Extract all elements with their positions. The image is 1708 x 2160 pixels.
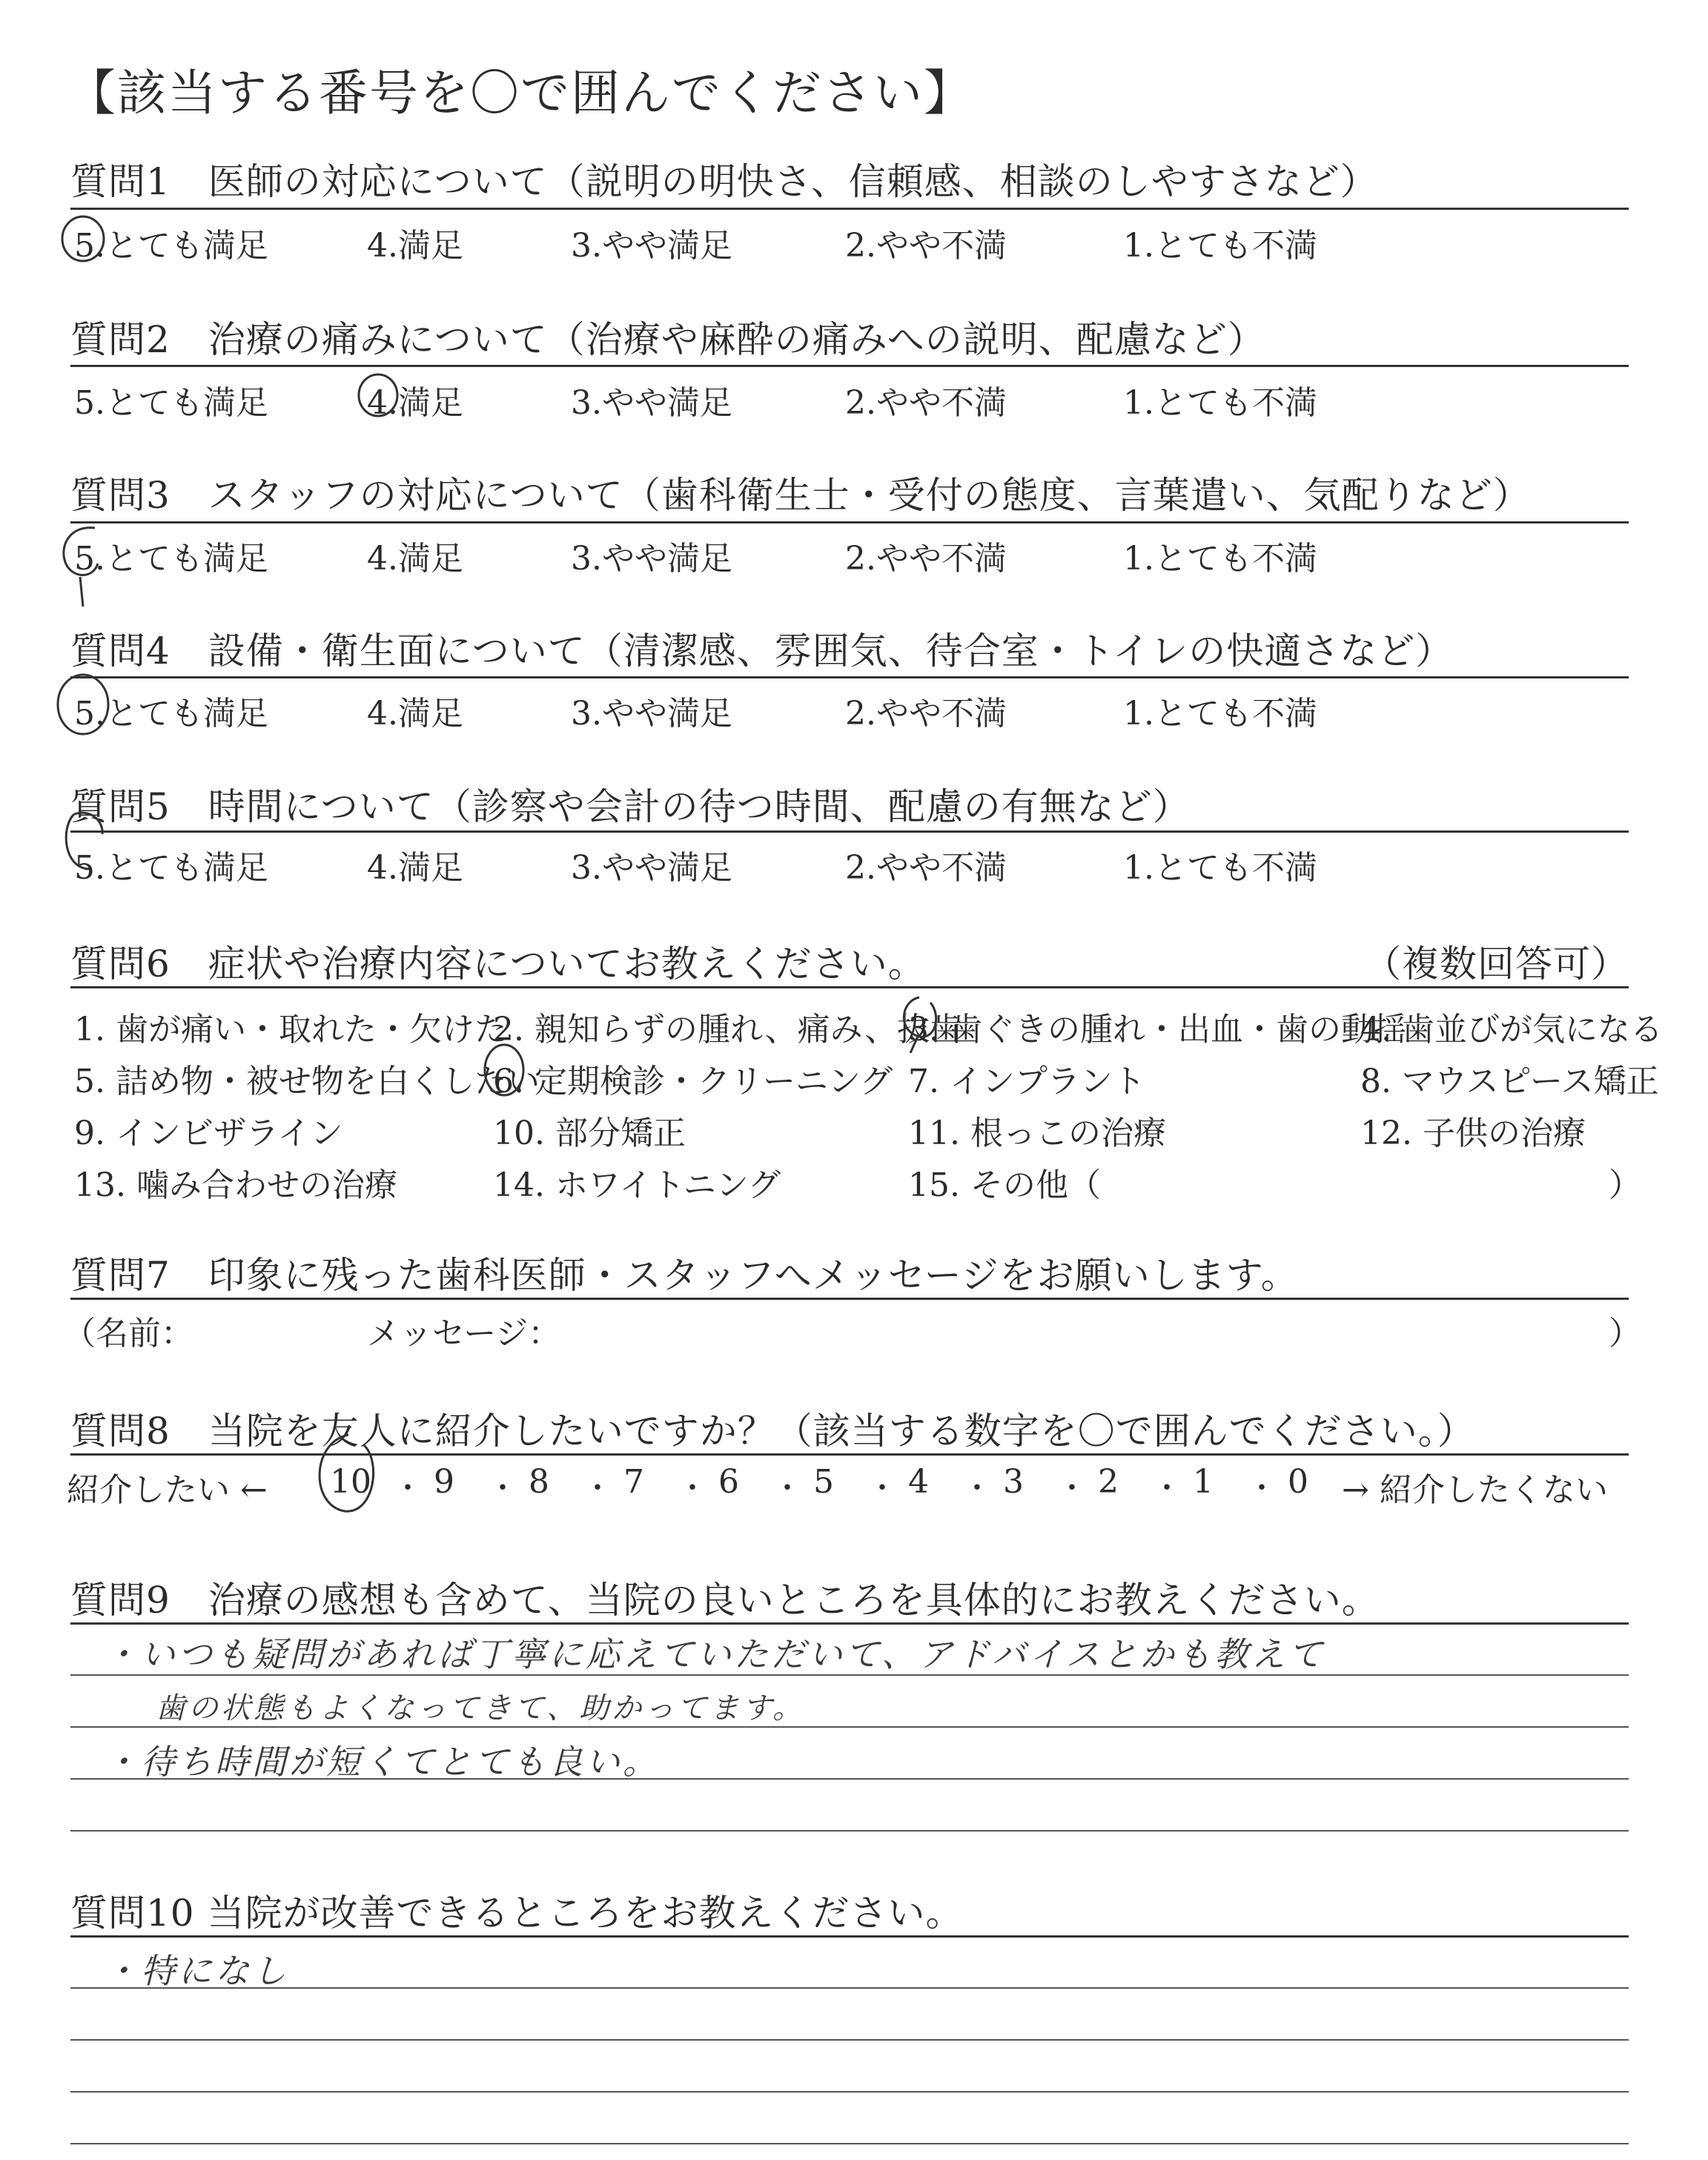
question-7-title: 質問7 印象に残った歯科医師・スタッフへメッセージをお願いします。: [70, 1254, 1299, 1297]
q2-option-5[interactable]: 5.とても満足: [74, 384, 268, 422]
q3-selected-circle: [64, 528, 98, 607]
q2-option-1[interactable]: 1.とても不満: [1123, 384, 1317, 422]
q5-option-4[interactable]: 4.満足: [367, 849, 463, 887]
q6-option-3-circle: [904, 997, 936, 1053]
q6-option-13[interactable]: 13. 噛み合わせの治療: [74, 1166, 397, 1204]
q9-handwritten-line-3: ・待ち時間が短くてとても良い。: [104, 1742, 660, 1782]
q8-score-1[interactable]: 1: [1193, 1463, 1214, 1501]
q1-selected-circle: [62, 217, 104, 261]
q3-option-2[interactable]: 2.やや不満: [845, 540, 1007, 578]
q6-option-5[interactable]: 5. 詰め物・被せ物を白くしたい: [74, 1063, 540, 1100]
q2-option-4[interactable]: 4.満足: [367, 384, 463, 422]
q1-option-3[interactable]: 3.やや満足: [571, 227, 732, 265]
q6-option-10[interactable]: 10. 部分矯正: [493, 1114, 686, 1152]
q8-separator: ・: [583, 1471, 612, 1505]
q8-separator: ・: [1057, 1471, 1087, 1505]
q8-score-9[interactable]: 9: [434, 1463, 454, 1501]
q6-option-6-circle: [485, 1045, 523, 1095]
q8-separator: ・: [488, 1471, 517, 1505]
q4-option-4[interactable]: 4.満足: [367, 695, 463, 733]
q8-selected-circle: [320, 1435, 374, 1511]
q8-separator: ・: [867, 1471, 897, 1505]
q1-option-2[interactable]: 2.やや不満: [845, 227, 1007, 265]
q4-option-1[interactable]: 1.とても不満: [1123, 695, 1317, 733]
question-4-title: 質問4 設備・衛生面について（清潔感、雰囲気、待合室・トイレの快適さなど）: [70, 630, 1454, 673]
q3-option-3[interactable]: 3.やや満足: [571, 540, 732, 578]
q7-message-field[interactable]: メッセージ：: [367, 1315, 561, 1353]
q8-score-7[interactable]: 7: [623, 1463, 644, 1501]
q3-option-4[interactable]: 4.満足: [367, 540, 463, 578]
question-1-title: 質問1 医師の対応について（説明の明快さ、信頼感、相談のしやすさなど）: [70, 160, 1378, 203]
q2-option-3[interactable]: 3.やや満足: [571, 384, 732, 422]
q4-option-5[interactable]: 5.とても満足: [74, 695, 268, 733]
q1-option-4[interactable]: 4.満足: [367, 227, 463, 265]
q8-score-4[interactable]: 4: [908, 1463, 929, 1501]
q6-option-11[interactable]: 11. 根っこの治療: [908, 1114, 1166, 1152]
question-3-title: 質問3 スタッフの対応について（歯科衛生士・受付の態度、言葉遣い、気配りなど）: [70, 474, 1531, 517]
question-6-note: （複数回答可）: [1364, 942, 1629, 985]
q10-handwritten-line-1: ・特になし: [104, 1951, 289, 1991]
q4-option-3[interactable]: 3.やや満足: [571, 695, 732, 733]
question-8-title: 質問8 当院を友人に紹介したいですか？（該当する数字を〇で囲んでください。）: [70, 1410, 1475, 1453]
q6-option-3[interactable]: 3. 歯ぐきの腫れ・出血・歯の動揺: [908, 1011, 1406, 1048]
q8-score-8[interactable]: 8: [529, 1463, 549, 1501]
q6-option-1[interactable]: 1. 歯が痛い・取れた・欠けた: [74, 1011, 507, 1048]
q7-name-field[interactable]: （名前：: [63, 1315, 193, 1353]
q8-separator: ・: [772, 1471, 802, 1505]
q8-left-label: 紹介したい ←: [67, 1471, 268, 1509]
q6-option-9[interactable]: 9. インビザライン: [74, 1114, 343, 1152]
q6-option-14[interactable]: 14. ホワイトニング: [493, 1166, 781, 1204]
q6-option-12[interactable]: 12. 子供の治療: [1360, 1114, 1586, 1152]
q6-option-2[interactable]: 2. 親知らずの腫れ、痛み、抜歯: [493, 1011, 963, 1048]
q5-selected-circle: [66, 813, 102, 869]
q6-option-7[interactable]: 7. インプラント: [908, 1063, 1145, 1100]
q3-option-5[interactable]: 5.とても満足: [74, 540, 268, 578]
q6-option-6[interactable]: 6. 定期検診・クリーニング: [493, 1063, 893, 1100]
page-header: 【該当する番号を〇で囲んでください】: [67, 65, 974, 122]
q8-separator: ・: [393, 1471, 423, 1505]
q5-option-5[interactable]: 5.とても満足: [74, 849, 268, 887]
q6-option-4[interactable]: 4. 歯並びが気になる: [1360, 1011, 1663, 1048]
q8-separator: ・: [962, 1471, 992, 1505]
q8-score-5[interactable]: 5: [813, 1463, 834, 1501]
q8-separator: ・: [1152, 1471, 1182, 1505]
q2-option-2[interactable]: 2.やや不満: [845, 384, 1007, 422]
question-2-title: 質問2 治療の痛みについて（治療や麻酔の痛みへの説明、配慮など）: [70, 318, 1265, 361]
q1-option-5[interactable]: 5.とても満足: [74, 227, 268, 265]
q5-option-2[interactable]: 2.やや不満: [845, 849, 1007, 887]
q8-right-label: → 紹介したくない: [1342, 1471, 1608, 1509]
q2-selected-circle: [359, 374, 397, 416]
question-5-title: 質問5 時間について（診察や会計の待つ時間、配慮の有無など）: [70, 785, 1191, 828]
question-10-title: 質問10 当院が改善できるところをお教えください。: [70, 1892, 964, 1935]
question-9-title: 質問9 治療の感想も含めて、当院の良いところを具体的にお教えください。: [70, 1579, 1380, 1622]
q4-option-2[interactable]: 2.やや不満: [845, 695, 1007, 733]
q8-score-2[interactable]: 2: [1098, 1463, 1119, 1501]
q6-option-15-close: ）: [1609, 1166, 1641, 1204]
q9-handwritten-line-1: ・いつも疑問があれば丁寧に応えていただいて、アドバイスとかも教えて: [104, 1634, 1325, 1674]
question-6-title: 質問6 症状や治療内容についてお教えください。: [70, 942, 926, 985]
q5-option-1[interactable]: 1.とても不満: [1123, 849, 1317, 887]
q3-option-1[interactable]: 1.とても不満: [1123, 540, 1317, 578]
q9-handwritten-line-2: 歯の状態もよくなってきて、助かってます。: [156, 1691, 805, 1725]
q5-option-3[interactable]: 3.やや満足: [571, 849, 732, 887]
q8-score-0[interactable]: 0: [1288, 1463, 1308, 1501]
q8-score-6[interactable]: 6: [718, 1463, 739, 1501]
q4-selected-circle: [58, 675, 108, 734]
q6-option-15[interactable]: 15. その他（: [908, 1166, 1101, 1204]
q8-separator: ・: [1247, 1471, 1277, 1505]
q6-option-8[interactable]: 8. マウスピース矯正: [1360, 1063, 1659, 1100]
q7-close-paren: ）: [1609, 1315, 1641, 1353]
q8-score-10[interactable]: 10: [330, 1463, 371, 1501]
q1-option-1[interactable]: 1.とても不満: [1123, 227, 1317, 265]
q8-score-3[interactable]: 3: [1003, 1463, 1024, 1501]
q8-separator: ・: [678, 1471, 707, 1505]
